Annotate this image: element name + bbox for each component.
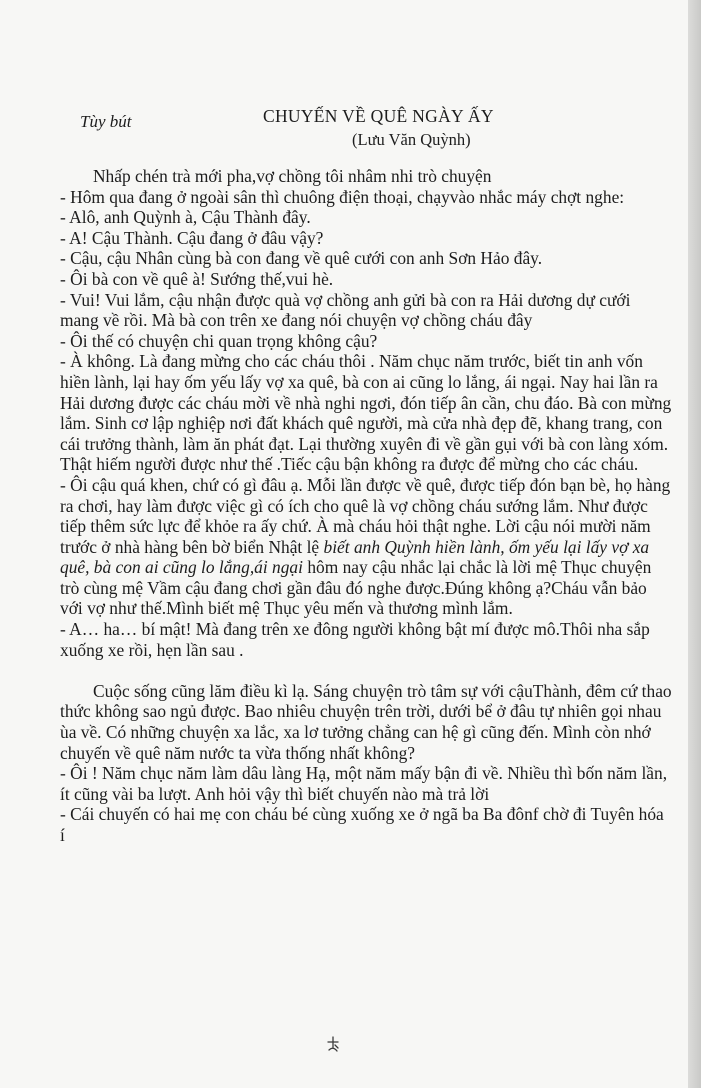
dialogue-line: - Ôi bà con về quê à! Sướng thế,vui hè.: [60, 268, 334, 289]
dialogue-line: - Ôi thế có chuyện chi quan trọng không cậu?: [60, 330, 378, 351]
dialogue-line: - Ôi ! Năm chục năm làm dâu làng Hạ, một năm mấy bận đi về. Nhiều thì bốn năm lần, ít cũng vài ba lượt. Anh hỏi vậy thì biết chuyến nào mà trả lời: [60, 763, 668, 804]
dialogue-line: - Alô, anh Quỳnh à, Cậu Thành đây.: [60, 207, 311, 228]
dialogue-line: - A! Cậu Thành. Cậu đang ở đâu vậy?: [60, 227, 324, 248]
dialogue-line: - A… ha… bí mật! Mà đang trên xe đông người không bật mí được mô.Thôi nha sắp xuống xe rồi, hẹn lần sau .: [60, 619, 650, 660]
dialogue-line: - Vui! Vui lắm, cậu nhận được quà vợ chồng anh gửi bà con ra Hải dương dự cưới mang về rồi. Mà bà con trên xe đang nói chuyện vợ chồng cháu đây: [60, 289, 631, 331]
page-edge: [688, 0, 701, 1088]
handwritten-initial-icon: [325, 1036, 341, 1054]
document-body: [60, 166, 672, 846]
quoted-phrase: biết anh Quỳnh hiền lành, ốm yếu lại lấy vợ xa quê, bà con ai cũng lo lắng,ái ngại: [60, 536, 650, 578]
author-line: (Lưu Văn Quỳnh): [352, 130, 471, 149]
paragraph: Cuộc sống cũng lăm điều kì lạ. Sáng chuyện trò tâm sự với cậuThành, đêm cứ thao thức không sao ngủ được. Bao nhiêu chuyện trên trời, dưới bể ở đâu tự nhiên gọi nhau ùa về. Có những chuyện xa lắc, xa lơ tưởng chẳng can hệ gì cũng đến. Mình còn nhớ chuyến về quê năm nước ta vừa thống nhất không?: [60, 680, 672, 763]
dialogue-line: - À không. Là đang mừng cho các cháu thôi . Năm chục năm trước, biết tin anh vốn hiền lành, lại hay ốm yếu lấy vợ xa quê, bà con ai cũng lo lắng, ái ngại. Nay hai lần ra Hải dương được các cháu mời về nhà nghi ngơi, đón tiếp ân cần, chu đáo. Bà con mừng lắm. Sinh cơ lập nghiệp nơi đất khách quê người, mà cửa nhà đẹp đẽ, khang trang, con cái trưởng thành, làm ăn phát đạt. Lại thường xuyên đi về gần gụi với bà con làng xóm. Thật hiếm người được như thế .Tiếc cậu bận không ra được để mừng cho các cháu.: [60, 351, 672, 475]
dialogue-text: - Ôi cậu quá khen, chứ có gì đâu ạ. Mỗi lần được về quê, được tiếp đón bạn bè, họ hàng ra chơi, hay làm được việc gì có ích cho quê là vợ chồng cháu sướng lắm. Như được tiếp thêm sức lực để khỏe ra ấy chứ. À mà cháu hỏi thật nghe. Lời cậu nói mười năm trước ở nhà hàng bên bờ biển Nhật lệ: [60, 474, 671, 557]
dialogue-line: - Hôm qua đang ở ngoài sân thì chuông điện thoại, chạyvào nhắc máy chợt nghe:: [60, 186, 625, 207]
page-title: CHUYẾN VỀ QUÊ NGÀY ẤY: [263, 106, 494, 126]
dialogue-line: - Cậu, cậu Nhân cùng bà con đang về quê cưới con anh Sơn Hảo đây.: [60, 248, 543, 269]
dialogue-line: [60, 475, 672, 619]
paragraph: Nhấp chén trà mới pha,vợ chồng tôi nhâm nhi trò chuyện: [93, 166, 492, 186]
dialogue-text: hôm nay cậu nhắc lại chắc là lời mệ Thục chuyện trò cùng mệ Vầm cậu đang chơi gần đâu đó nghe được.Đúng không ạ?Cháu vẫn bảo với vợ như thế.Mình biết mệ Thục yêu mến và thương mình lắm.: [60, 557, 652, 619]
genre-label: Tùy bút: [80, 112, 132, 131]
dialogue-line: - Cái chuyến có hai mẹ con cháu bé cùng xuống xe ở ngã ba Ba đônf chờ đi Tuyên hóa í: [60, 804, 664, 845]
